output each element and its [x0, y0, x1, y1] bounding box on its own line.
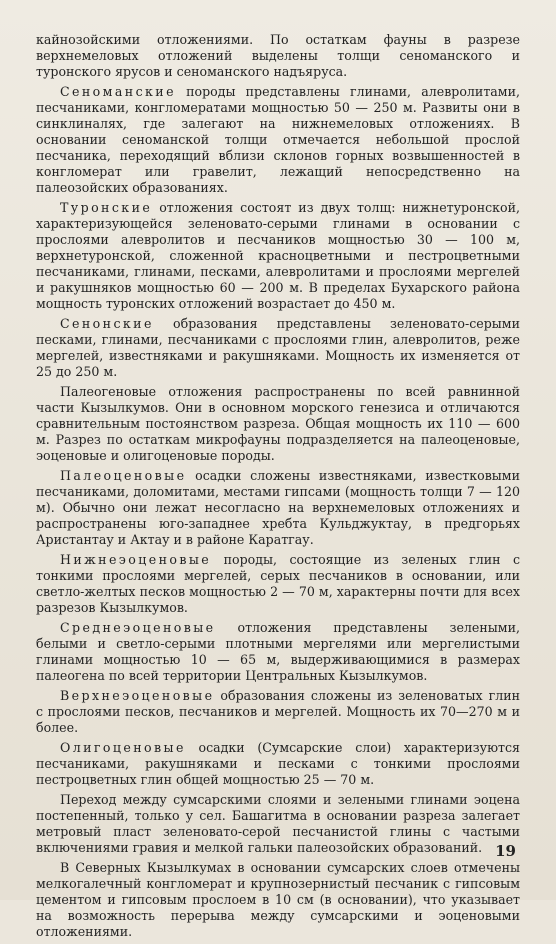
- paragraph-8: [36, 620, 520, 684]
- paragraph-lead: Сеноманские: [60, 84, 176, 99]
- paragraph-3: [36, 200, 520, 312]
- paragraph-lead: Нижнеэоценовые: [60, 552, 212, 567]
- paragraph-4: [36, 316, 520, 380]
- paragraph-text: Палеогеновые отложения распространены по всей равнинной части Кызылкумов. Они в основном морского генезиса и отличаются сравнительным постоянством разреза. Общая мощность их 110 — 600 м. Разрез по остаткам микрофауны подразделяется на палеоценовые, эоценовые и олигоценовые породы.: [36, 384, 520, 463]
- paragraph-9: [36, 688, 520, 736]
- paragraph-6: [36, 468, 520, 548]
- page-number: 19: [495, 842, 516, 860]
- paragraph-7: [36, 552, 520, 616]
- paragraph-11: [36, 792, 520, 856]
- paragraph-text: Переход между сумсарскими слоями и зелеными глинами эоцена постепенный, только у сел. Башагитма в основании разреза залегает метровый пласт зеленовато-серой песчанистой глины с частыми включениями гравия и мелкой гальки палеозойских образований.: [36, 792, 520, 855]
- paragraph-text: породы, состоящие из зеленых глин с тонкими прослоями мергелей, серых песчаников в основании, или светло-желтых песков мощностью 2 — 70 м, характерны почти для всех разрезов Кызылкумов.: [36, 552, 520, 615]
- paragraph-text: кайнозойскими отложениями. По остаткам фауны в разрезе верхнемеловых отложений выделены толщи сеноманского и туронского ярусов и сеноманского надъяруса.: [36, 32, 520, 79]
- body-text: [36, 32, 520, 944]
- paragraph-text: осадки сложены известняками, известковыми песчаниками, доломитами, местами гипсами (мощность толщи 7 — 120 м). Обычно они лежат несогласно на верхнемеловых отложениях и распространены юго-западнее хребта Кульджуктау, в предгорьях Аристантау и Актау и в районе Каратгау.: [36, 468, 520, 547]
- paragraph-10: [36, 740, 520, 788]
- paragraph-text: осадки (Сумсарские слои) характеризуются песчаниками, ракушняками и песками с тонкими прослоями пестроцветных глин общей мощностью 25 — 70 м.: [36, 740, 520, 787]
- paragraph-5: [36, 384, 520, 464]
- paragraph-12: [36, 860, 520, 940]
- paragraph-lead: Среднеэоценовые: [60, 620, 216, 635]
- paragraph-lead: Олигоценовые: [60, 740, 186, 755]
- paragraph-text: образования представлены зеленовато-серыми песками, глинами, песчаниками с прослоями глин, алевролитов, реже мергелей, известняками и ракушняками. Мощность их изменяется от 25 до 250 м.: [36, 316, 520, 379]
- paragraph-lead: Сенонские: [60, 316, 154, 331]
- paragraph-text: породы представлены глинами, алевролитами, песчаниками, конгломератами мощностью 50 — 250 м. Развиты они в синклиналях, где залегают на нижнемеловых отложениях. В основании сеноманской толщи отмечается небольшой прослой песчаника, переходящий вблизи склонов горных возвышенностей в конгломерат или гравелит, лежащий непосредственно на палеозойских образованиях.: [36, 84, 520, 195]
- paragraph-lead: Туронские: [60, 200, 153, 215]
- paragraph-1: [36, 32, 520, 80]
- paragraph-2: [36, 84, 520, 196]
- paragraph-text: отложения состоят из двух толщ: нижнетуронской, характеризующейся зеленовато-серыми глинами в основании с прослоями алевролитов и песчаников мощностью 30 — 100 м, верхнетуронской, сложенной красноцветными и пестроцветными песчаниками, глинами, песками, алевролитами и прослоями мергелей и ракушняков мощностью 60 — 200 м. В пределах Бухарского района мощность туронских отложений возрастает до 450 м.: [36, 200, 520, 311]
- paragraph-lead: Верхнеэоценовые: [60, 688, 215, 703]
- paragraph-text: отложения представлены зелеными, белыми и светло-серыми плотными мергелями или мергелистыми глинами мощностью 10 — 65 м, выдерживающимися в размерах палеогена по всей территории Центральных Кызылкумов.: [36, 620, 520, 683]
- paragraph-lead: Палеоценовые: [60, 468, 187, 483]
- paragraph-text: В Северных Кызылкумах в основании сумсарских слоев отмечены мелкогалечный конгломерат и крупнозернистый песчаник с гипсовым цементом и гипсовым прослоем в 10 см (в основании), что указывает на возможность перерыва между сумсарскими и эоценовыми отложениями.: [36, 860, 520, 939]
- paragraph-text: образования сложены из зеленоватых глин с прослоями песков, песчаников и мергелей. Мощность их 70—270 м и более.: [36, 688, 520, 735]
